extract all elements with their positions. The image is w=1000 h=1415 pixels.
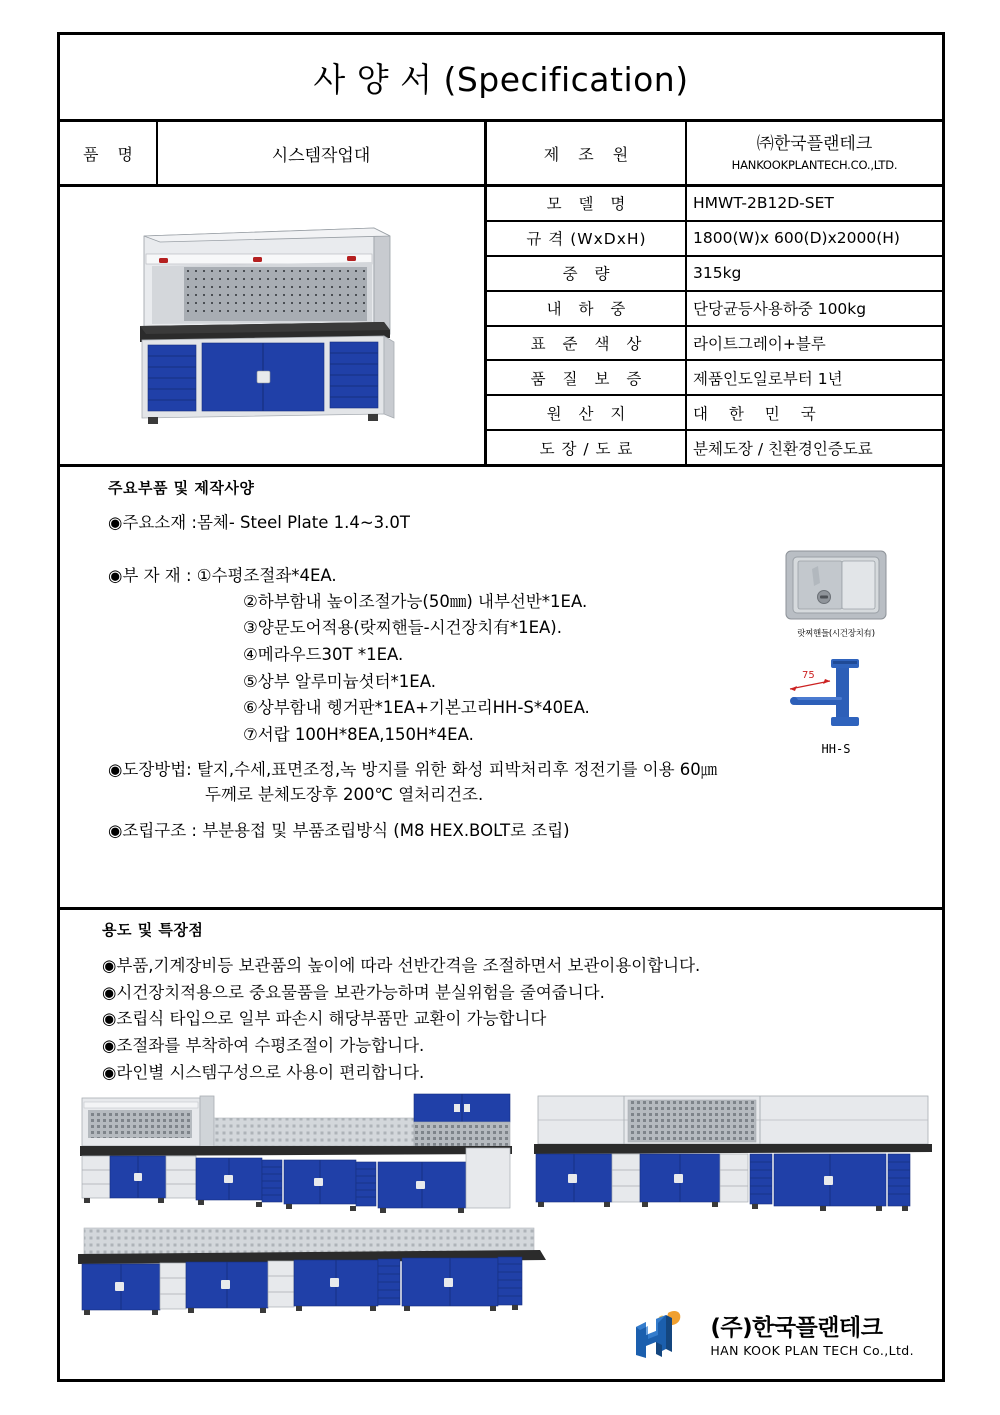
spec-row-dimensions [487,222,942,257]
product-overview-row [60,187,942,467]
spec-row-model [487,187,942,222]
parts-and-manufacturing-section [60,467,942,910]
gallery-item-left-top [80,1094,512,1213]
spec-value-dimensions: 1800(W)x 600(D)x2000(H) [693,229,900,248]
spec-label-warranty: 품 질 보 증 [487,361,687,394]
usage-item-3: ◉조립식 타입으로 일부 파손시 해당부품만 교환이 가능합니다 [102,1009,547,1029]
spec-value-weight: 315kg [693,264,742,283]
product-name-label: 품 명 [60,122,158,184]
company-logo [630,1309,914,1365]
usage-item-5: ◉라인별 시스템구성으로 사용이 편리합니다. [102,1062,425,1082]
usage-and-features-section [60,910,942,1379]
parts-item-2: ②하부함내 높이조절가능(50㎜) 내부선반*1EA. [243,591,588,611]
spec-label-model: 모 델 명 [487,187,687,220]
header-row [60,122,942,187]
spec-row-coating [487,431,942,464]
page-title: 사 양 서 (Specification) [313,59,689,99]
spec-row-load [487,292,942,327]
main-material-line: ◉주요소재 :몸체- Steel Plate 1.4~3.0T [108,513,411,532]
hook-photo [752,653,920,756]
usage-item-1: ◉부품,기계장비등 보관품의 높이에 따라 선반간격을 조절하면서 보관이용이합니다. [102,956,701,975]
usage-section-heading: 용도 및 특장점 [102,921,204,939]
assembly-structure-line: ◉조립구조 : 부분용접 및 부품조립방식 (M8 HEX.BOLT로 조립) [108,820,570,840]
spec-value-model: HMWT-2B12D-SET [693,194,834,213]
parts-section-heading: 주요부품 및 제작사양 [108,479,255,497]
component-photos [752,549,920,756]
workbench-illustration [122,218,422,433]
spec-label-load: 내 하 중 [487,292,687,325]
paint-method-line-2: 두께로 분체도장후 200℃ 열처리건조. [205,785,484,805]
spec-value-coating: 분체도장 / 친환경인증도료 [693,439,873,458]
manufacturer-value [687,122,942,184]
spec-value-color: 라이트그레이+블루 [693,334,826,353]
spec-label-origin: 원 산 지 [487,396,687,429]
latch-handle-illustration [784,549,888,621]
usage-item-2: ◉시건장치적용으로 중요물품을 보관가능하며 분실위험을 줄여줍니다. [102,982,605,1002]
parts-item-4: ④메라우드30T *1EA. [243,644,404,664]
spec-row-weight [487,257,942,292]
logo-name-en: HAN KOOK PLAN TECH Co.,Ltd. [710,1342,914,1358]
latch-handle-caption: 랏찌핸들(시건장치有) [797,629,875,639]
product-name-value: 시스템작업대 [158,122,487,184]
hook-caption: HH-S [821,742,851,756]
gallery-item-bottom [78,1228,546,1315]
spec-value-load: 단당균등사용하중 100kg [693,300,867,319]
gallery-item-right-top [534,1096,932,1211]
logo-name-kr: (주)한국플랜테크 [710,1315,883,1342]
parts-item-7: ⑦서랍 100H*8EA,150H*4EA. [243,725,474,745]
manufacturer-label: 제 조 원 [487,122,687,184]
parts-item-5: ⑤상부 알루미늄셧터*1EA. [243,671,436,691]
parts-item-3: ③양문도어적용(랏찌핸들-시건장치有*1EA). [243,618,562,638]
manufacturer-name-kr: ㈜한국플랜테크 [756,133,873,154]
spec-row-warranty [487,361,942,396]
usage-item-4: ◉조절좌를 부착하여 수평조절이 가능합니다. [102,1036,425,1056]
spec-row-color [487,327,942,362]
latch-handle-photo [752,549,920,639]
sub-material-label-text: ◉부 자 재 : [108,565,192,585]
manufacturer-name-en: HANKOOKPLANTECH.CO.,LTD. [731,157,898,172]
specification-sheet [57,32,945,1382]
spec-value-origin: 대 한 민 국 [693,404,824,423]
document-title-bar [60,35,942,122]
hook-dimension-text: 75 [802,670,815,681]
spec-label-coating: 도 장 / 도 료 [487,431,687,464]
spec-label-color: 표 준 색 상 [487,327,687,360]
specification-table [487,187,942,464]
spec-value-warranty: 제품인도일로부터 1년 [693,369,843,388]
paint-method-line-1: ◉도장방법: 탈지,수세,표면조정,녹 방지를 위한 화성 피박처리후 정전기를 이용 60㎛ [108,759,718,779]
product-main-image [60,187,487,464]
spec-label-weight: 중 량 [487,257,687,290]
spec-row-origin [487,396,942,431]
hook-illustration [776,653,896,735]
parts-item-6: ⑥상부함내 헹거판*1EA+기본고리HH-S*40EA. [243,698,590,718]
spec-label-dimensions: 규 격 (WxDxH) [487,222,687,255]
parts-item-1: ①수평조절좌*4EA. [196,565,337,585]
logo-mark-icon [630,1309,700,1365]
logo-text-block [710,1316,914,1357]
